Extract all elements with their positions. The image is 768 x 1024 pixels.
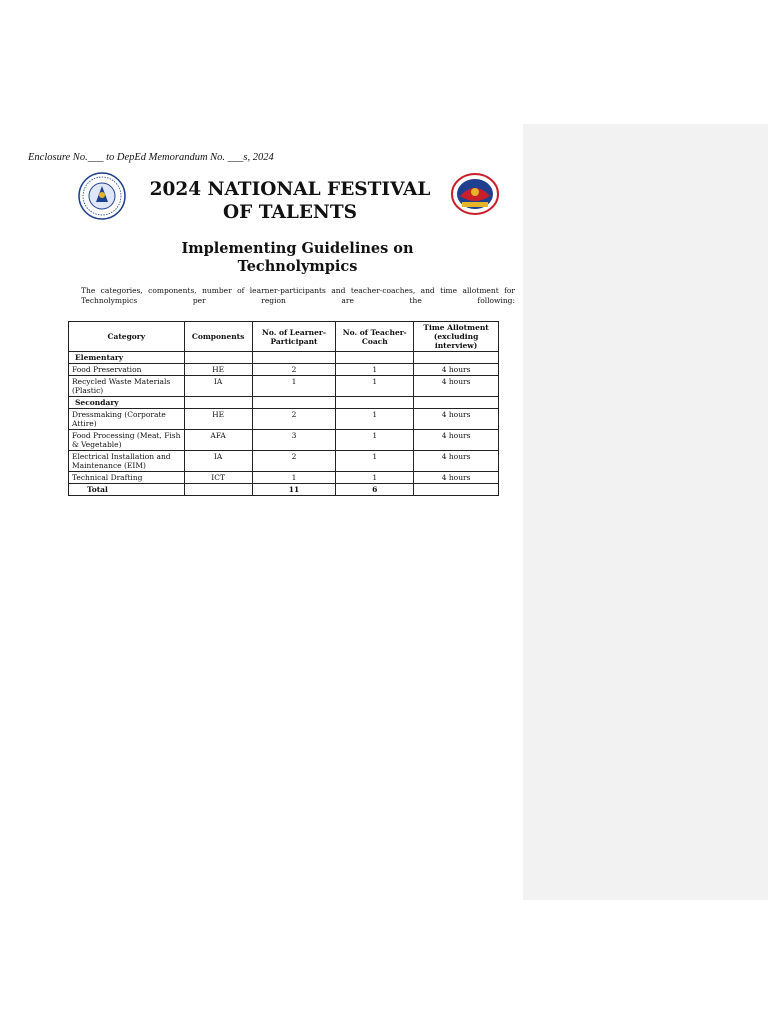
title-line-1: 2024 NATIONAL FESTIVAL — [149, 179, 431, 200]
category-cell: Dressmaking (Corporate Attire) — [69, 409, 185, 430]
section-row-elementary — [69, 352, 499, 364]
table-row — [69, 451, 499, 472]
learners-cell: 2 — [252, 451, 336, 472]
table-header-row — [69, 322, 499, 352]
learners-cell: 3 — [252, 430, 336, 451]
header-learners: No. of Learner-Participant — [252, 322, 336, 352]
component-cell: HE — [184, 409, 252, 430]
time-cell: 4 hours — [414, 451, 499, 472]
deped-seal-icon — [78, 172, 126, 220]
component-cell: AFA — [184, 430, 252, 451]
national-festival-logo-icon — [450, 172, 500, 216]
coaches-cell: 1 — [336, 364, 414, 376]
time-cell: 4 hours — [414, 364, 499, 376]
enclosure-line: Enclosure No.___ to DepEd Memorandum No. ___s, 2024 — [28, 152, 274, 163]
time-cell: 4 hours — [414, 409, 499, 430]
table-row — [69, 364, 499, 376]
table-row — [69, 430, 499, 451]
document-subtitle — [140, 240, 455, 276]
coaches-cell: 1 — [336, 409, 414, 430]
time-cell: 4 hours — [414, 376, 499, 397]
section-row-secondary — [69, 397, 499, 409]
header-components: Components — [184, 322, 252, 352]
section-label: Elementary — [69, 352, 185, 364]
total-label: Total — [69, 484, 185, 496]
header-coaches: No. of Teacher-Coach — [336, 322, 414, 352]
coaches-cell: 1 — [336, 451, 414, 472]
total-row — [69, 484, 499, 496]
document-title — [135, 178, 445, 224]
total-coaches: 6 — [336, 484, 414, 496]
title-line-2: OF TALENTS — [223, 202, 357, 223]
coaches-cell: 1 — [336, 430, 414, 451]
category-cell: Technical Drafting — [69, 472, 185, 484]
table-row — [69, 472, 499, 484]
time-cell: 4 hours — [414, 430, 499, 451]
category-cell: Electrical Installation and Maintenance (EIM) — [69, 451, 185, 472]
header-category: Category — [69, 322, 185, 352]
learners-cell: 2 — [252, 409, 336, 430]
table-row — [69, 376, 499, 397]
section-label: Secondary — [69, 397, 185, 409]
category-cell: Recycled Waste Materials (Plastic) — [69, 376, 185, 397]
header-time: Time Allotment (excluding interview) — [414, 322, 499, 352]
total-learners: 11 — [252, 484, 336, 496]
coaches-cell: 1 — [336, 376, 414, 397]
component-cell: IA — [184, 451, 252, 472]
component-cell: HE — [184, 364, 252, 376]
coaches-cell: 1 — [336, 472, 414, 484]
learners-cell: 1 — [252, 376, 336, 397]
component-cell: ICT — [184, 472, 252, 484]
category-cell: Food Processing (Meat, Fish & Vegetable) — [69, 430, 185, 451]
time-cell: 4 hours — [414, 472, 499, 484]
technolympics-table — [68, 321, 499, 496]
side-panel — [523, 124, 768, 900]
subtitle-line-2: Technolympics — [237, 258, 358, 275]
component-cell: IA — [184, 376, 252, 397]
table-row — [69, 409, 499, 430]
subtitle-line-1: Implementing Guidelines on — [181, 240, 414, 257]
category-cell: Food Preservation — [69, 364, 185, 376]
learners-cell: 1 — [252, 472, 336, 484]
intro-paragraph: The categories, components, number of learner-participants and teacher-coaches, and time allotment for Technolympics per region are the following: — [81, 286, 515, 305]
learners-cell: 2 — [252, 364, 336, 376]
